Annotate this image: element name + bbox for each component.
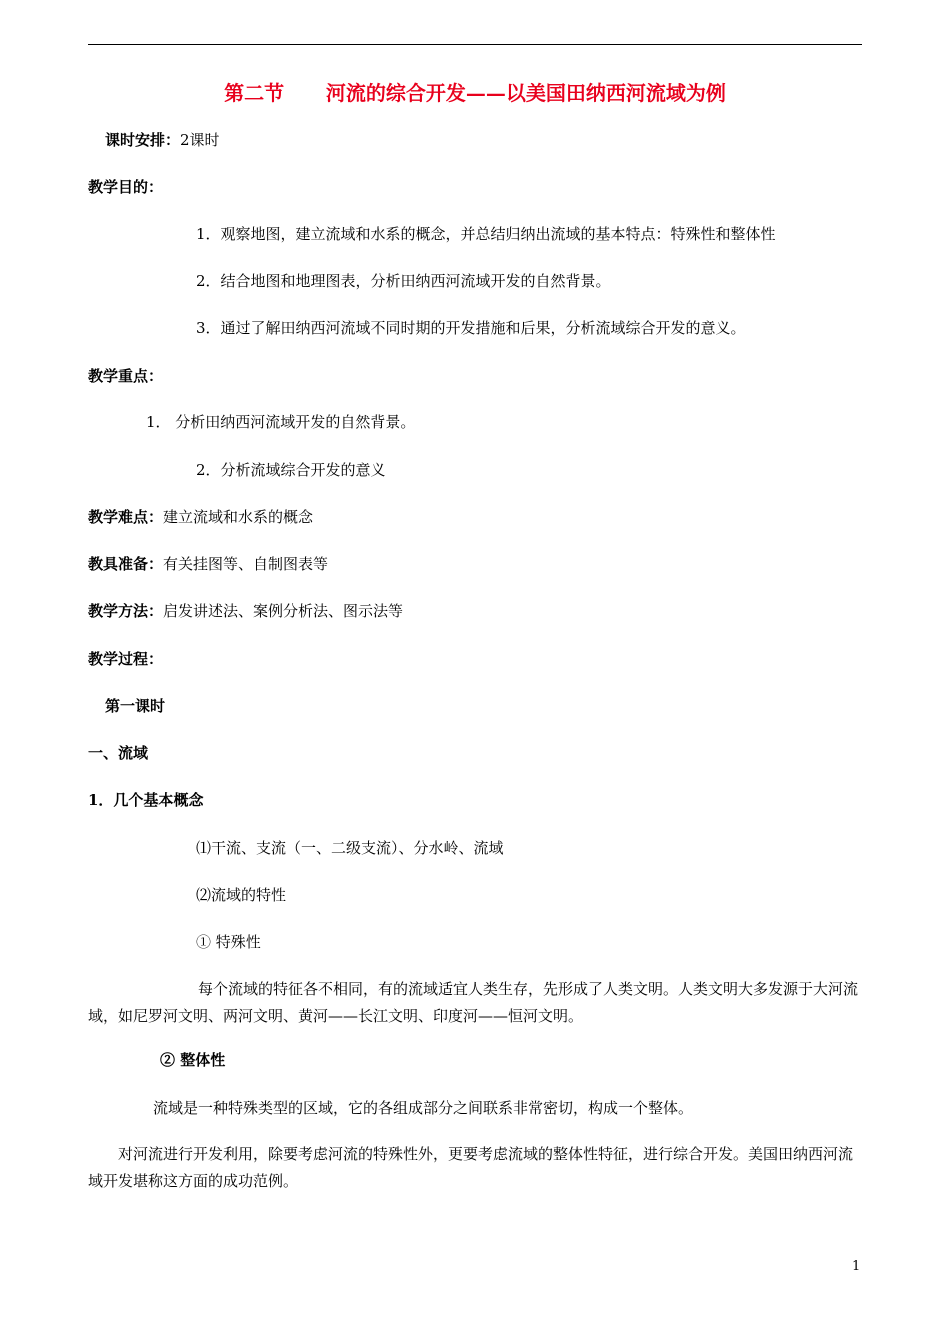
schedule-line xyxy=(105,130,220,150)
difficulty-value: 建立流域和水系的概念 xyxy=(163,508,314,526)
header-rule xyxy=(88,44,862,45)
page-number: 1 xyxy=(852,1259,861,1274)
objective-item-1: 1．观察地图，建立流域和水系的概念，并总结归纳出流域的基本特点：特殊性和整体性 xyxy=(196,225,776,243)
objective-item-2: 2．结合地图和地理图表，分析田纳西河流域开发的自然背景。 xyxy=(196,272,611,290)
tools-line xyxy=(88,554,328,574)
concept-item-3: ① 特殊性 xyxy=(196,933,261,951)
schedule-label: 课时安排： xyxy=(105,131,181,149)
paragraph-development: 对河流进行开发利用，除要考虑河流的特殊性外，更要考虑流域的整体性特征，进行综合开发。美国田纳西河流域开发堪称这方面的成功范例。 xyxy=(88,1145,854,1190)
difficulty-line xyxy=(88,507,313,527)
concept-item-1: ⑴干流、支流（一、二级支流）、分水岭、流域 xyxy=(196,839,504,857)
sub1-heading: 1．几个基本概念 xyxy=(88,791,204,809)
difficulty-label: 教学难点： xyxy=(88,508,164,526)
schedule-value: 2课时 xyxy=(180,131,220,149)
methods-label: 教学方法： xyxy=(88,602,164,620)
methods-value: 启发讲述法、案例分析法、图示法等 xyxy=(163,602,404,620)
paragraph-integrity: 流域是一种特殊类型的区域，它的各组成部分之间联系非常密切，构成一个整体。 xyxy=(153,1099,694,1117)
paragraph-specificity: 每个流域的特征各不相同，有的流域适宜人类生存，先形成了人类文明。人类文明大多发源于大河流域，如尼罗河文明、两河文明、黄河——长江文明、印度河——恒河文明。 xyxy=(88,980,859,1025)
methods-line xyxy=(88,601,403,621)
objective-item-3: 3．通过了解田纳西河流域不同时期的开发措施和后果，分析流域综合开发的意义。 xyxy=(196,319,746,337)
part1-heading: 一、流域 xyxy=(88,744,149,762)
concept-item-2: ⑵流域的特性 xyxy=(196,886,287,904)
tools-value: 有关挂图等、自制图表等 xyxy=(163,555,329,573)
key-point-item-1: 1． 分析田纳西河流域开发的自然背景。 xyxy=(146,413,416,431)
section-number: 第二节 xyxy=(224,81,285,105)
objectives-label: 教学目的： xyxy=(88,178,164,196)
page-title xyxy=(0,80,950,106)
key-points-label: 教学重点： xyxy=(88,367,164,385)
lesson-title: 第一课时 xyxy=(105,697,166,715)
key-point-item-2: 2．分析流域综合开发的意义 xyxy=(196,461,386,479)
integrity-heading: ② 整体性 xyxy=(160,1051,226,1069)
title-text: 河流的综合开发——以美国田纳西河流域为例 xyxy=(325,81,726,105)
process-label: 教学过程： xyxy=(88,650,164,668)
tools-label: 教具准备： xyxy=(88,555,164,573)
